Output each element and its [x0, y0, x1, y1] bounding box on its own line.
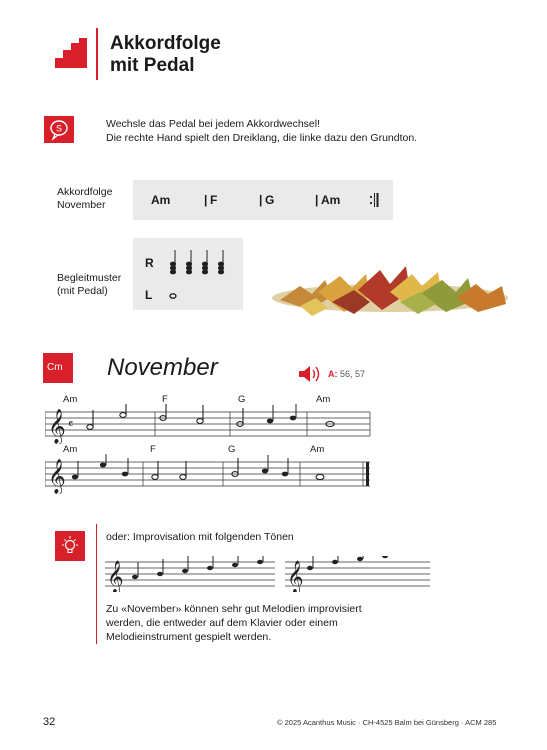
key-badge-label: Cm — [47, 362, 63, 373]
song-title: November — [107, 354, 218, 381]
bubble-letter: S — [55, 123, 63, 134]
accompaniment-label — [57, 272, 121, 298]
chord-3: G — [265, 193, 275, 207]
staff2-chord-1: Am — [63, 444, 78, 455]
svg-text:𝄞: 𝄞 — [287, 560, 304, 592]
staff1-chord-3: G — [238, 394, 246, 405]
svg-text:𝄞: 𝄞 — [48, 409, 66, 444]
improvisation-paragraph — [106, 602, 406, 644]
copyright: © 2025 Acanthus Music · CH-4525 Balm bei Günsberg · ACM 285 — [277, 718, 497, 727]
staff-system-2 — [45, 454, 375, 494]
accompaniment-label-1: Begleitmuster — [57, 272, 122, 284]
page-number: 32 — [43, 716, 56, 728]
staff-system-1 — [45, 404, 375, 444]
staff2-chord-2: F — [150, 444, 156, 455]
instruction-line-1: Wechsle das Pedal bei jedem Akkordwechsel! — [106, 118, 321, 130]
svg-text:𝄴: 𝄴 — [68, 417, 74, 431]
instruction-line-2: Die rechte Hand spielt den Dreiklang, die linke dazu den Grundton. — [106, 132, 418, 144]
improvisation-tone-staves — [105, 556, 435, 592]
chord-sequence-box — [133, 180, 393, 220]
paragraph-line-3: Melodieinstrument gespielt werden. — [106, 631, 272, 643]
svg-text:𝄞: 𝄞 — [48, 459, 66, 494]
improvisation-intro: oder: Improvisation mit folgenden Tönen — [106, 531, 294, 543]
accompaniment-label-2: (mit Pedal) — [57, 285, 108, 297]
staff1-chord-2: F — [162, 394, 168, 405]
chord-sequence-label — [57, 186, 112, 212]
staff1-chord-4: Am — [316, 394, 331, 405]
audio-ref-label: A: — [328, 369, 338, 379]
rhythm-pattern-icon — [161, 246, 241, 306]
chord-2: F — [210, 193, 218, 207]
title-line-1: Akkordfolge — [110, 33, 221, 54]
audio-ref-tracks: 56, 57 — [340, 369, 366, 379]
improvisation-divider — [96, 524, 97, 644]
staff1-chord-1: Am — [63, 394, 78, 405]
page-title — [110, 33, 221, 77]
stair-logo-icon — [55, 38, 87, 68]
autumn-leaves-illustration — [270, 262, 510, 322]
chord-4: Am — [321, 193, 341, 207]
key-badge — [43, 353, 73, 383]
svg-text:𝄞: 𝄞 — [107, 560, 124, 592]
chord-sequence-label-1: Akkordfolge — [57, 186, 113, 198]
header-divider — [96, 28, 98, 80]
audio-reference — [328, 369, 365, 379]
left-hand-label: L — [145, 288, 153, 302]
accompaniment-box — [133, 238, 243, 310]
repeat-sign-icon — [369, 192, 379, 213]
speaker-icon[interactable] — [297, 365, 323, 388]
title-line-2: mit Pedal — [110, 55, 195, 76]
paragraph-line-1: Zu «November» können sehr gut Melodien improvisiert — [106, 603, 362, 615]
bar-line: | — [315, 193, 319, 207]
paragraph-line-2: werden, die entweder auf dem Klavier oder einem — [106, 617, 338, 629]
lightbulb-icon — [55, 531, 85, 561]
instruction-text — [106, 117, 417, 145]
staff2-chord-4: Am — [310, 444, 325, 455]
bar-line: | — [204, 193, 208, 207]
chord-sequence-label-2: November — [57, 199, 106, 211]
right-hand-label: R — [145, 256, 154, 270]
speech-bubble-icon — [44, 116, 74, 143]
staff2-chord-3: G — [228, 444, 236, 455]
chord-1: Am — [151, 193, 171, 207]
bar-line: | — [259, 193, 263, 207]
